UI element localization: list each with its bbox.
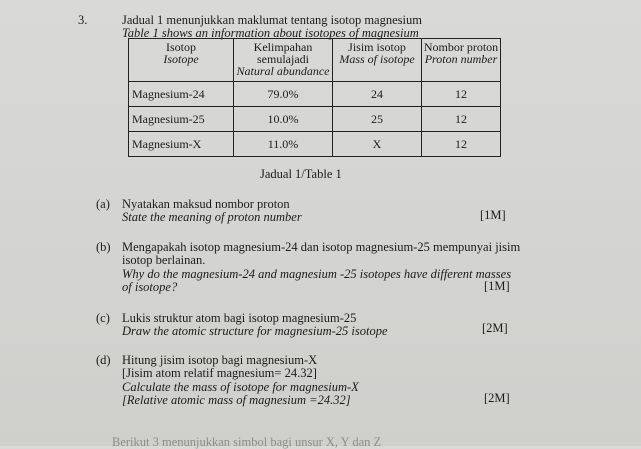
part-b-en-line2: of isotope?	[122, 280, 178, 294]
cell-isotope: Magnesium-25	[129, 107, 234, 132]
part-a-label: (a)	[96, 197, 110, 211]
cell-abundance: 11.0%	[234, 132, 333, 157]
header-abundance-ms1: Kelimpahan	[253, 40, 313, 54]
header-proton-en: Proton number	[424, 52, 498, 66]
table-caption: Jadual 1/Table 1	[260, 167, 342, 181]
part-d-en-note: [Relative atomic mass of magnesium =24.32]	[122, 393, 351, 407]
cell-proton: 12	[422, 132, 501, 157]
header-proton-ms: Nombor proton	[423, 40, 499, 54]
cell-proton: 12	[422, 82, 501, 107]
table-row	[129, 107, 501, 132]
table-row	[129, 82, 501, 107]
header-isotope-en: Isotope	[163, 52, 199, 66]
header-isotope	[129, 39, 234, 82]
header-mass	[333, 39, 422, 82]
part-c-label: (c)	[96, 311, 110, 325]
isotope-table	[128, 38, 501, 157]
part-b-ms-line2: isotop berlainan.	[122, 253, 206, 267]
part-c-en: Draw the atomic structure for magnesium-25 isotope	[122, 324, 388, 338]
part-a-ms: Nyatakan maksud nombor proton	[122, 197, 290, 211]
cell-abundance: 79.0%	[234, 82, 333, 107]
part-d-ms-note: [Jisim atom relatif magnesium= 24.32]	[122, 366, 317, 380]
header-isotope-ms: Isotop	[166, 40, 196, 54]
cell-isotope: Magnesium-24	[129, 82, 234, 107]
part-d-label: (d)	[96, 353, 111, 367]
footer-partial-text: Berikut 3 menunjukkan simbol bagi unsur X, Y dan Z	[112, 435, 382, 449]
table-header-row	[129, 39, 501, 82]
part-d-en: Calculate the mass of isotope for magnesium-X	[122, 380, 359, 394]
cell-abundance: 10.0%	[234, 107, 333, 132]
cell-proton: 12	[422, 107, 501, 132]
part-a-marks: [1M]	[480, 208, 506, 222]
part-b-ms-line1: Mengapakah isotop magnesium-24 dan isotop magnesium-25 mempunyai jisim	[122, 240, 521, 254]
question-intro-ms: Jadual 1 menunjukkan maklumat tentang isotop magnesium	[122, 13, 422, 27]
part-d-ms: Hitung jisim isotop bagi magnesium-X	[122, 353, 318, 367]
header-mass-en: Mass of isotope	[339, 52, 415, 66]
header-abundance-ms2: semulajadi	[257, 52, 309, 66]
cell-mass: 25	[333, 107, 422, 132]
part-a-en: State the meaning of proton number	[122, 210, 302, 224]
header-abundance-en: Natural abundance	[236, 64, 330, 78]
part-c-ms: Lukis struktur atom bagi isotop magnesium-25	[122, 311, 357, 325]
question-number: 3.	[78, 13, 88, 27]
header-mass-ms: Jisim isotop	[348, 40, 406, 54]
header-abundance	[234, 39, 333, 82]
cell-isotope: Magnesium-X	[129, 132, 234, 157]
part-b-label: (b)	[96, 240, 111, 254]
cell-mass: X	[333, 132, 422, 157]
question-intro-en: Table 1 shows an information about isotopes of magnesium	[122, 26, 419, 40]
header-proton	[422, 39, 501, 82]
part-b-en-line1: Why do the magnesium-24 and magnesium -25 isotopes have different masses	[122, 267, 512, 281]
cell-mass: 24	[333, 82, 422, 107]
part-d-marks: [2M]	[484, 391, 510, 405]
part-b-marks: [1M]	[484, 279, 510, 293]
table-row	[129, 132, 501, 157]
part-c-marks: [2M]	[482, 321, 508, 335]
